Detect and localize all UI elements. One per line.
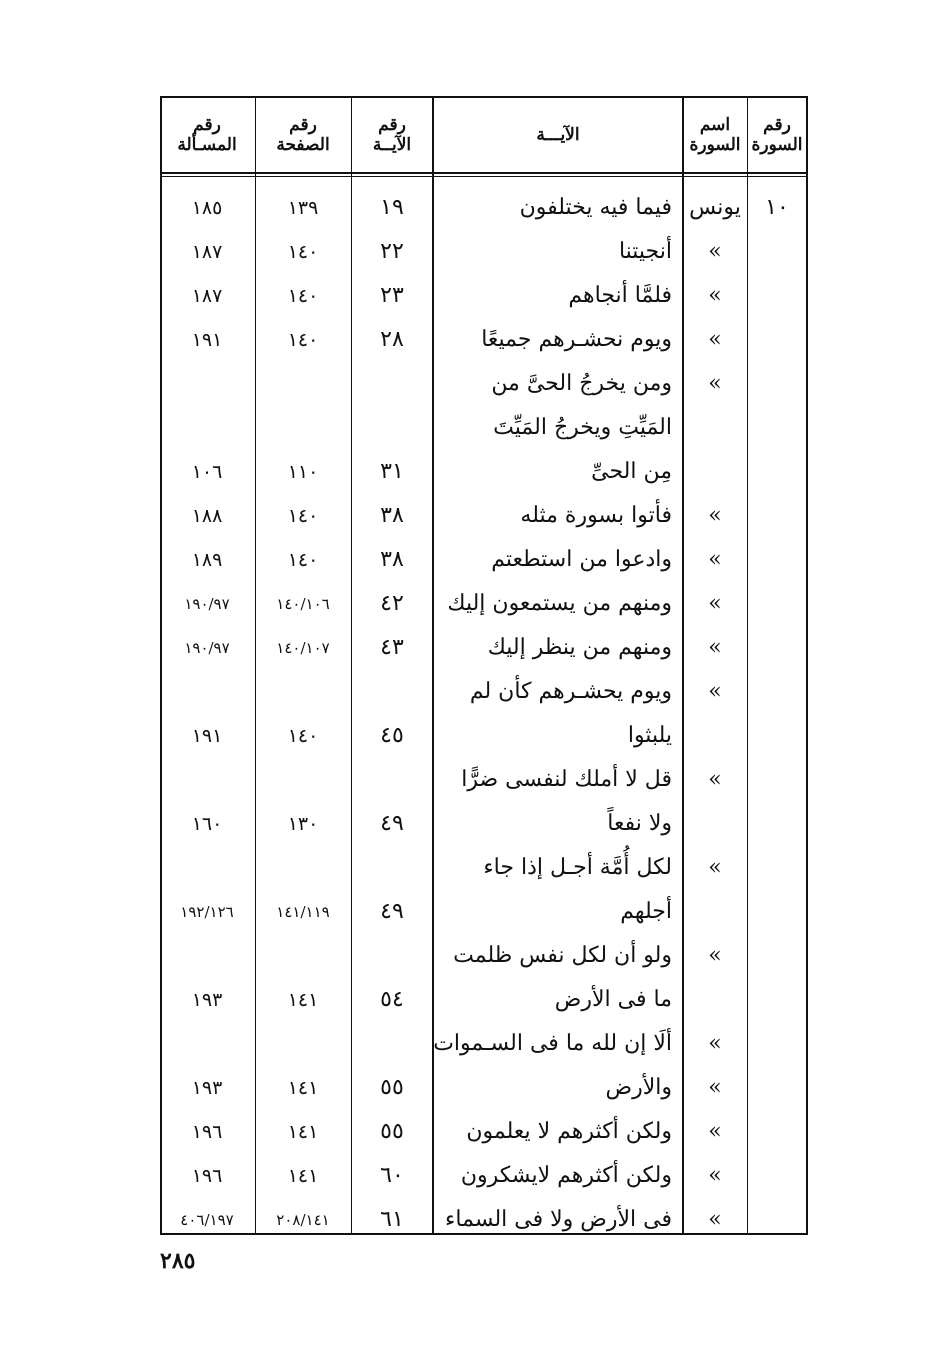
issue-number-cell: ١٨٥ [191, 197, 223, 219]
sura-number: ١٠ [765, 195, 789, 220]
page-number-cell: ١٤٠ [287, 285, 319, 307]
issue-number-cell: ١٩٦ [191, 1121, 223, 1143]
ditto-mark: » [708, 767, 722, 792]
sura-name: يونس [689, 195, 741, 220]
page-number-cell: ١٤٠ [287, 549, 319, 571]
aya-text: المَيِّتِ ويخرجُ المَيِّتَ [493, 415, 672, 440]
page-number-cell: ١٤٠/١٠٦ [276, 595, 330, 613]
aya-text: ولكن أكثرهم لا يعلمون [466, 1119, 672, 1144]
aya-number: ٤٥ [380, 723, 404, 748]
aya-number: ١٩ [380, 195, 404, 220]
aya-text: والأرض [605, 1075, 672, 1100]
page-number-cell: ١٤٠ [287, 725, 319, 747]
aya-text: لكل أُمَّة أجـل إذا جاء [483, 855, 672, 880]
ditto-mark: » [708, 635, 722, 660]
ditto-mark: » [708, 371, 722, 396]
issue-number-cell: ١٩٠/٩٧ [184, 595, 230, 613]
aya-text: ويوم يحشـرهم كأن لم [469, 679, 672, 704]
aya-text: ألَا إن لله ما فى السـموات [433, 1031, 672, 1056]
ditto-mark: » [708, 239, 722, 264]
ditto-mark: » [708, 1163, 722, 1188]
issue-number-cell: ١٩١ [191, 329, 223, 351]
aya-number: ٦١ [380, 1207, 404, 1232]
aya-text: قل لا أملك لنفسى ضرًّا [461, 767, 672, 792]
page-number-cell: ١٤١ [287, 1121, 319, 1143]
header-page-number: رقم الصفحة [276, 114, 330, 155]
ditto-mark: » [708, 283, 722, 308]
aya-number: ٣١ [380, 459, 404, 484]
page-number-cell: ١١٠ [287, 461, 319, 483]
page-number-cell: ١٤٠ [287, 241, 319, 263]
header-aya: الآيـــة [536, 124, 580, 145]
col-divider [747, 98, 748, 1233]
issue-number-cell: ١٩٦ [191, 1165, 223, 1187]
aya-number: ٢٣ [380, 283, 404, 308]
aya-text: ومن يخرجُ الحىَّ من [491, 371, 672, 396]
aya-number: ٢٢ [380, 239, 404, 264]
aya-number: ٥٥ [380, 1075, 404, 1100]
ditto-mark: » [708, 943, 722, 968]
header-divider [162, 172, 806, 174]
aya-text: ولا نفعاً [607, 811, 672, 836]
ditto-mark: » [708, 591, 722, 616]
issue-number-cell: ٤٠٦/١٩٧ [180, 1211, 234, 1229]
aya-text: ولو أن لكل نفس ظلمت [453, 943, 672, 968]
page-number-cell: ١٤١/١١٩ [276, 903, 330, 921]
page-number-cell: ١٤١ [287, 1077, 319, 1099]
aya-text: ما فى الأرض [554, 987, 672, 1012]
header-sura-name: اسم السورة [689, 114, 741, 155]
ditto-mark: » [708, 855, 722, 880]
aya-text: ويوم نحشـرهم جميعًا [481, 327, 672, 352]
aya-text: أجلهم [620, 899, 672, 924]
aya-number: ٤٢ [380, 591, 404, 616]
issue-number-cell: ١٨٧ [191, 285, 223, 307]
aya-number: ٥٥ [380, 1119, 404, 1144]
aya-number: ٦٠ [380, 1163, 404, 1188]
aya-text: ولكن أكثرهم لايشكرون [460, 1163, 672, 1188]
aya-text: وادعوا من استطعتم [491, 547, 672, 572]
ditto-mark: » [708, 327, 722, 352]
aya-text: ومنهم من يستمعون إليك [447, 591, 672, 616]
header-sura-number: رقم السورة [751, 114, 803, 155]
aya-number: ٤٩ [380, 811, 404, 836]
issue-number-cell: ١٩٢/١٢٦ [180, 903, 234, 921]
aya-text: فلمَّا أنجاهم [568, 283, 672, 308]
aya-text: فيما فيه يختلفون [519, 195, 672, 220]
aya-number: ٣٨ [380, 503, 404, 528]
header-issue-number: رقم المسـألة [177, 114, 237, 155]
aya-number: ٣٨ [380, 547, 404, 572]
page-number-cell: ١٣٩ [287, 197, 319, 219]
issue-number-cell: ١٨٧ [191, 241, 223, 263]
page-number-cell: ١٤١ [287, 989, 319, 1011]
issue-number-cell: ١٩٣ [191, 989, 223, 1011]
ditto-mark: » [708, 1075, 722, 1100]
aya-text: مِن الحىِّ [591, 459, 672, 484]
aya-text: فأتوا بسورة مثله [520, 503, 672, 528]
aya-text: ومنهم من ينظر إليك [487, 635, 672, 660]
page-number-cell: ١٣٠ [287, 813, 319, 835]
ditto-mark: » [708, 547, 722, 572]
issue-number-cell: ١٩٠/٩٧ [184, 639, 230, 657]
aya-number: ٤٩ [380, 899, 404, 924]
ditto-mark: » [708, 679, 722, 704]
page-number-cell: ١٤١ [287, 1165, 319, 1187]
ditto-mark: » [708, 1119, 722, 1144]
header-divider [162, 176, 806, 177]
issue-number-cell: ١٩٣ [191, 1077, 223, 1099]
aya-number: ٥٤ [380, 987, 404, 1012]
aya-text: يلبثوا [627, 723, 672, 748]
aya-text: أنجيتنا [618, 239, 672, 264]
issue-number-cell: ١٠٦ [191, 461, 223, 483]
issue-number-cell: ١٨٩ [191, 549, 223, 571]
header-aya-number: رقم الآيــة [372, 114, 412, 155]
page-number-cell: ١٤٠ [287, 505, 319, 527]
issue-number-cell: ١٦٠ [191, 813, 223, 835]
aya-text: فى الأرض ولا فى السماء [445, 1207, 672, 1232]
page-number-cell: ١٤٠ [287, 329, 319, 351]
quran-index-table [160, 96, 808, 1235]
page-number: ٢٨٥ [160, 1248, 196, 1274]
aya-number: ٤٣ [380, 635, 404, 660]
page-number-cell: ١٤٠/١٠٧ [276, 639, 330, 657]
page-number-cell: ٢٠٨/١٤١ [276, 1211, 330, 1229]
aya-number: ٢٨ [380, 327, 404, 352]
ditto-mark: » [708, 1207, 722, 1232]
ditto-mark: » [708, 503, 722, 528]
issue-number-cell: ١٨٨ [191, 505, 223, 527]
ditto-mark: » [708, 1031, 722, 1056]
issue-number-cell: ١٩١ [191, 725, 223, 747]
